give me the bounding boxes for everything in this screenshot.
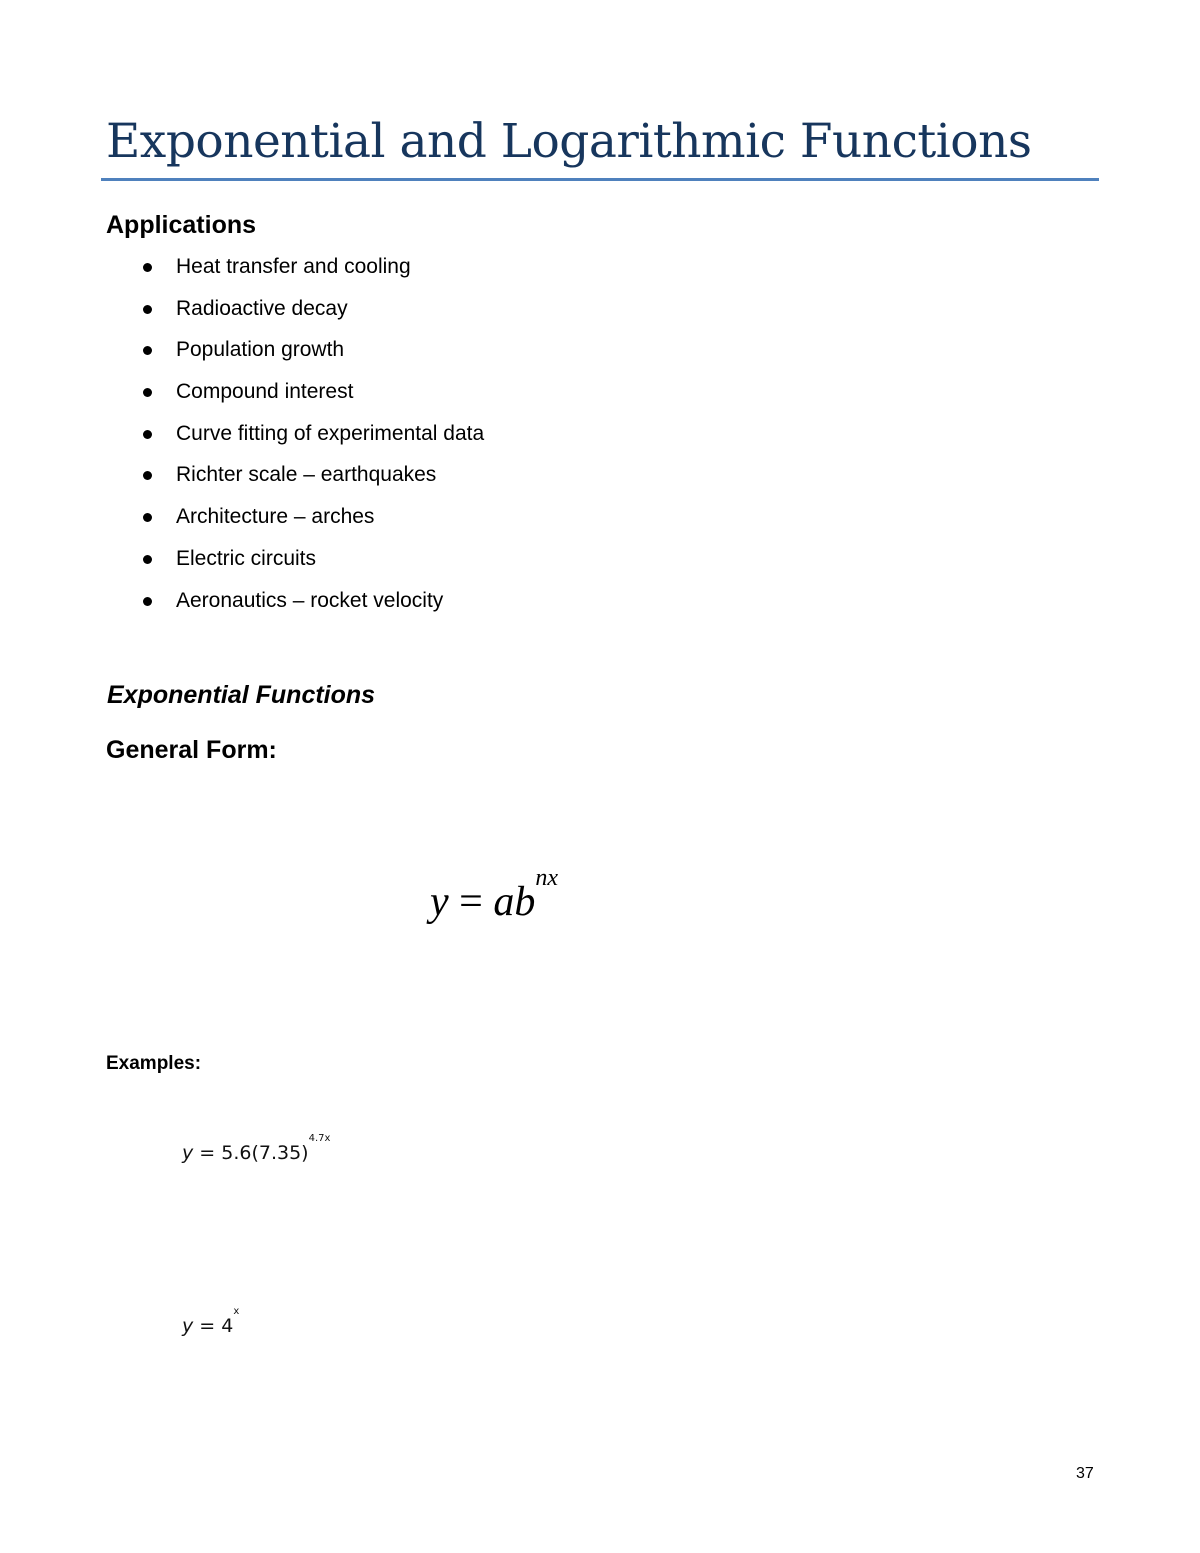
bullet-icon	[143, 471, 152, 480]
list-item-text: Aeronautics – rocket velocity	[176, 588, 444, 612]
bullet-icon	[143, 346, 152, 355]
page-title: Exponential and Logarithmic Functions	[106, 114, 1032, 169]
formula-lhs: y	[430, 879, 449, 925]
example-rhs: = 4	[193, 1315, 234, 1337]
list-item-text: Richter scale – earthquakes	[176, 463, 437, 487]
example-lhs: y	[182, 1315, 194, 1337]
list-item	[0, 500, 800, 542]
exponential-functions-heading: Exponential Functions	[107, 681, 376, 709]
example-formula	[182, 1306, 240, 1340]
bullet-icon	[143, 263, 152, 272]
list-item-text: Electric circuits	[176, 546, 317, 570]
list-item-text: Curve fitting of experimental data	[176, 421, 485, 445]
general-form-formula	[430, 865, 558, 932]
example-exponent: 4.7x	[308, 1133, 331, 1144]
formula-exponent: nx	[535, 865, 558, 891]
example-lhs: y	[182, 1142, 194, 1164]
list-item-text: Population growth	[176, 338, 345, 362]
example-formula	[182, 1133, 331, 1167]
list-item-text: Compound interest	[176, 380, 354, 404]
applications-list	[0, 250, 800, 625]
bullet-icon	[143, 597, 152, 606]
example-rhs: = 5.6(7.35)	[193, 1142, 309, 1164]
bullet-icon	[143, 388, 152, 397]
examples-heading: Examples:	[106, 1053, 202, 1074]
example-exponent: x	[233, 1306, 240, 1317]
list-item-text: Architecture – arches	[176, 505, 375, 529]
page-number: 37	[1076, 1465, 1094, 1482]
list-item	[0, 542, 800, 584]
applications-heading: Applications	[106, 211, 257, 239]
list-item-text: Heat transfer and cooling	[176, 255, 411, 278]
list-item	[0, 584, 800, 626]
list-item	[0, 292, 800, 334]
list-item	[0, 333, 800, 375]
formula-equals: =	[448, 879, 494, 925]
list-item	[0, 417, 800, 459]
bullet-icon	[143, 430, 152, 439]
list-item	[0, 250, 800, 292]
general-form-heading: General Form:	[106, 736, 277, 764]
list-item	[0, 375, 800, 417]
bullet-icon	[143, 555, 152, 564]
list-item	[0, 458, 800, 500]
list-item-text: Radioactive decay	[176, 296, 348, 320]
formula-base: ab	[493, 879, 536, 925]
bullet-icon	[143, 513, 152, 522]
bullet-icon	[143, 305, 152, 314]
title-underline-divider	[101, 178, 1099, 181]
